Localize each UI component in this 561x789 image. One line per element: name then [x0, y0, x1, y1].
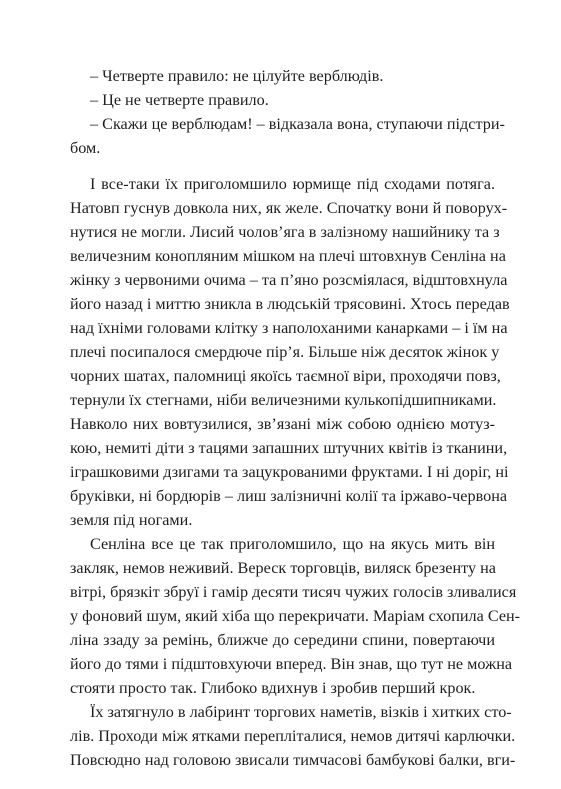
paragraph-line: Повсюдно над головою звисали тимчасові бамбукові балки, вги- [70, 751, 516, 769]
paragraph-line: над їхніми головами клітку з наполоханими канарками – і їм на [70, 319, 508, 337]
paragraph-line: вітрі, брязкіт збруї і гамір десяти тисяч чужих голосів зливалися [70, 583, 517, 601]
paragraph-line: у фоновий шум, який хіба що перекричати. Маріам схопила Сен- [70, 607, 521, 625]
paragraph-line: нутися не могли. Лисий чолов’яга в залізному нашийнику та з [70, 223, 500, 241]
paragraph-line: жінку з червоними очима – та п’яно розсміялася, відштовхнула [70, 271, 508, 289]
dialogue-line: – Скажи це верблюдам! – відказала вона, ступаючи підстри- [90, 115, 505, 133]
paragraph-line: стояти просто так. Глибоко вдихнув і зробив перший крок. [70, 679, 476, 697]
paragraph-line: плечі посипалося смердюче пір’я. Більше ніж десяток жінок у [70, 343, 500, 361]
paragraph-line: кою, немиті діти з тацями запашних штучних квітів із тканини, [70, 439, 508, 457]
paragraph-line: Їх затягнуло в лабіринт торгових наметів, візків і хитких сто- [90, 703, 512, 721]
paragraph-line: його до тями і підштовхуючи вперед. Він знав, що тут не можна [70, 655, 513, 673]
paragraph-line: Навколо них вовтузилися, зв’язані між собою однією мотуз- [70, 415, 495, 433]
dialogue-line: – Четверте правило: не цілуйте верблюдів. [90, 67, 384, 85]
paragraph-line: бруківки, ні бордюрів – лиш залізничні колії та іржаво-червона [70, 487, 508, 505]
paragraph-line: чорних шатах, паломниці якоїсь таємної віри, проходячи повз, [70, 367, 501, 385]
paragraph-line: закляк, немов неживий. Вереск торговців, виляск брезенту на [70, 559, 496, 577]
paragraph-line: ліна ззаду за ремінь, ближче до середини спини, повертаючи [70, 631, 495, 649]
paragraph-line: І все-таки їх приголомшило юрмище під сходами потяга. [90, 175, 495, 193]
paragraph-line: тернули їх стегнами, ніби величезними кулькопідшипниками. [70, 391, 497, 409]
dialogue-line: – Це не четверте правило. [90, 91, 269, 109]
paragraph-line: його назад і миттю зникла в людській трясовині. Хтось передав [70, 295, 510, 313]
paragraph-line: земля під ногами. [70, 511, 193, 529]
paragraph-line: Сенліна все це так приголомшило, що на якусь мить він [90, 535, 495, 553]
paragraph-line: Натовп гуснув довкола них, як желе. Спочатку вони й поворух- [70, 199, 508, 217]
paragraph-line: величезним конопляним мішком на плечі штовхнув Сенліна на [70, 247, 506, 265]
paragraph-line: лів. Проходи між ятками перепліталися, немов дитячі карлючки. [70, 727, 516, 745]
paragraph-line: іграшковими дзигами та зацукрованими фруктами. І ні доріг, ні [70, 463, 509, 481]
dialogue-line: бом. [70, 139, 101, 157]
